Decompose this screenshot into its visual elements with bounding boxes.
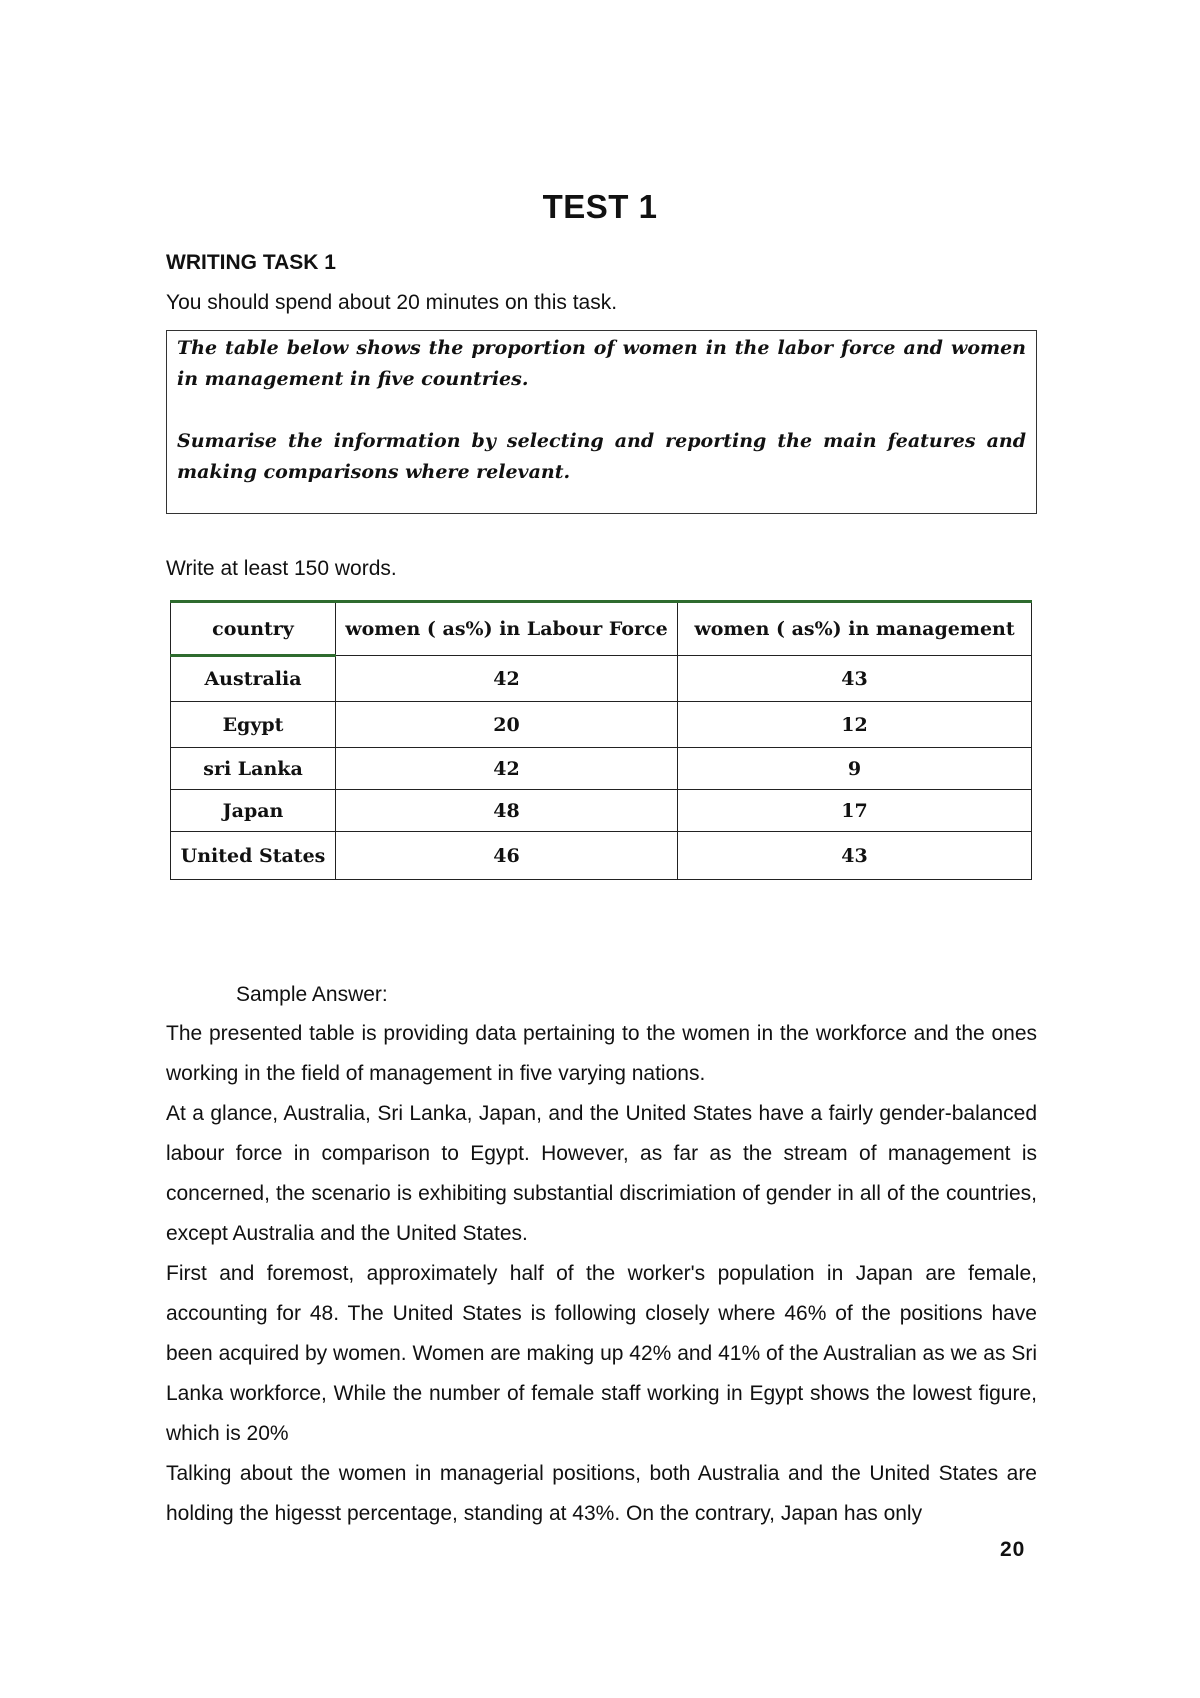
cell-labour-force: 46 xyxy=(336,832,678,880)
table-header-row xyxy=(171,602,1032,656)
page-title: TEST 1 xyxy=(542,188,658,225)
answer-paragraph-3: First and foremost, approximately half of the worker's population in Japan are female, accounting for 48. The United States is following closely where 46% of the positions have been acquired by women. Women are making up 42% and 41% of the Australian as we as Sri Lanka workforce, While the number of female staff working in Egypt shows the lowest figure, which is 20% xyxy=(166,1262,1037,1445)
cell-country: Japan xyxy=(171,790,336,832)
page-number: 20 xyxy=(1000,1538,1026,1561)
table-row xyxy=(171,656,1032,702)
word-count-instruction: Write at least 150 words. xyxy=(166,557,397,580)
answer-paragraph-1: The presented table is providing data pertaining to the women in the workforce and the ones working in the field of management in five varying nations. xyxy=(166,1022,1037,1085)
table-row xyxy=(171,748,1032,790)
header-country: country xyxy=(171,602,336,656)
answer-paragraph-2: At a glance, Australia, Sri Lanka, Japan, and the United States have a fairly gender-balanced labour force in comparison to Egypt. However, as far as the stream of management is concerned, the scenario is exhibiting substantial discrimiation of gender in all of the countries, except Australia and the United States. xyxy=(166,1102,1037,1245)
cell-management: 9 xyxy=(678,748,1032,790)
answer-paragraph-4: Talking about the women in managerial positions, both Australia and the United States are holding the higesst percentage, standing at 43%. On the contrary, Japan has only xyxy=(166,1462,1037,1525)
cell-labour-force: 48 xyxy=(336,790,678,832)
women-labour-table xyxy=(170,600,1032,880)
sample-answer-label: Sample Answer: xyxy=(236,983,388,1006)
header-management: women ( as%) in management xyxy=(678,602,1032,656)
cell-country: sri Lanka xyxy=(171,748,336,790)
cell-country: Egypt xyxy=(171,702,336,748)
header-labour-force: women ( as%) in Labour Force xyxy=(336,602,678,656)
sample-answer-body xyxy=(166,1014,1037,1534)
task-prompt-line-1: The table below shows the proportion of women in the labor force and women in management in five countries. xyxy=(177,337,1026,390)
task-label: WRITING TASK 1 xyxy=(166,251,336,274)
cell-labour-force: 42 xyxy=(336,748,678,790)
cell-labour-force: 42 xyxy=(336,656,678,702)
table-row xyxy=(171,832,1032,880)
table-row xyxy=(171,790,1032,832)
cell-management: 43 xyxy=(678,832,1032,880)
task-prompt-line-2: Sumarise the information by selecting and reporting the main features and making comparisons where relevant. xyxy=(177,430,1026,483)
cell-country: United States xyxy=(171,832,336,880)
time-instruction: You should spend about 20 minutes on this task. xyxy=(166,291,618,314)
cell-labour-force: 20 xyxy=(336,702,678,748)
cell-management: 17 xyxy=(678,790,1032,832)
cell-management: 12 xyxy=(678,702,1032,748)
cell-country: Australia xyxy=(171,656,336,702)
table-row xyxy=(171,702,1032,748)
cell-management: 43 xyxy=(678,656,1032,702)
task-prompt-box xyxy=(166,330,1037,514)
